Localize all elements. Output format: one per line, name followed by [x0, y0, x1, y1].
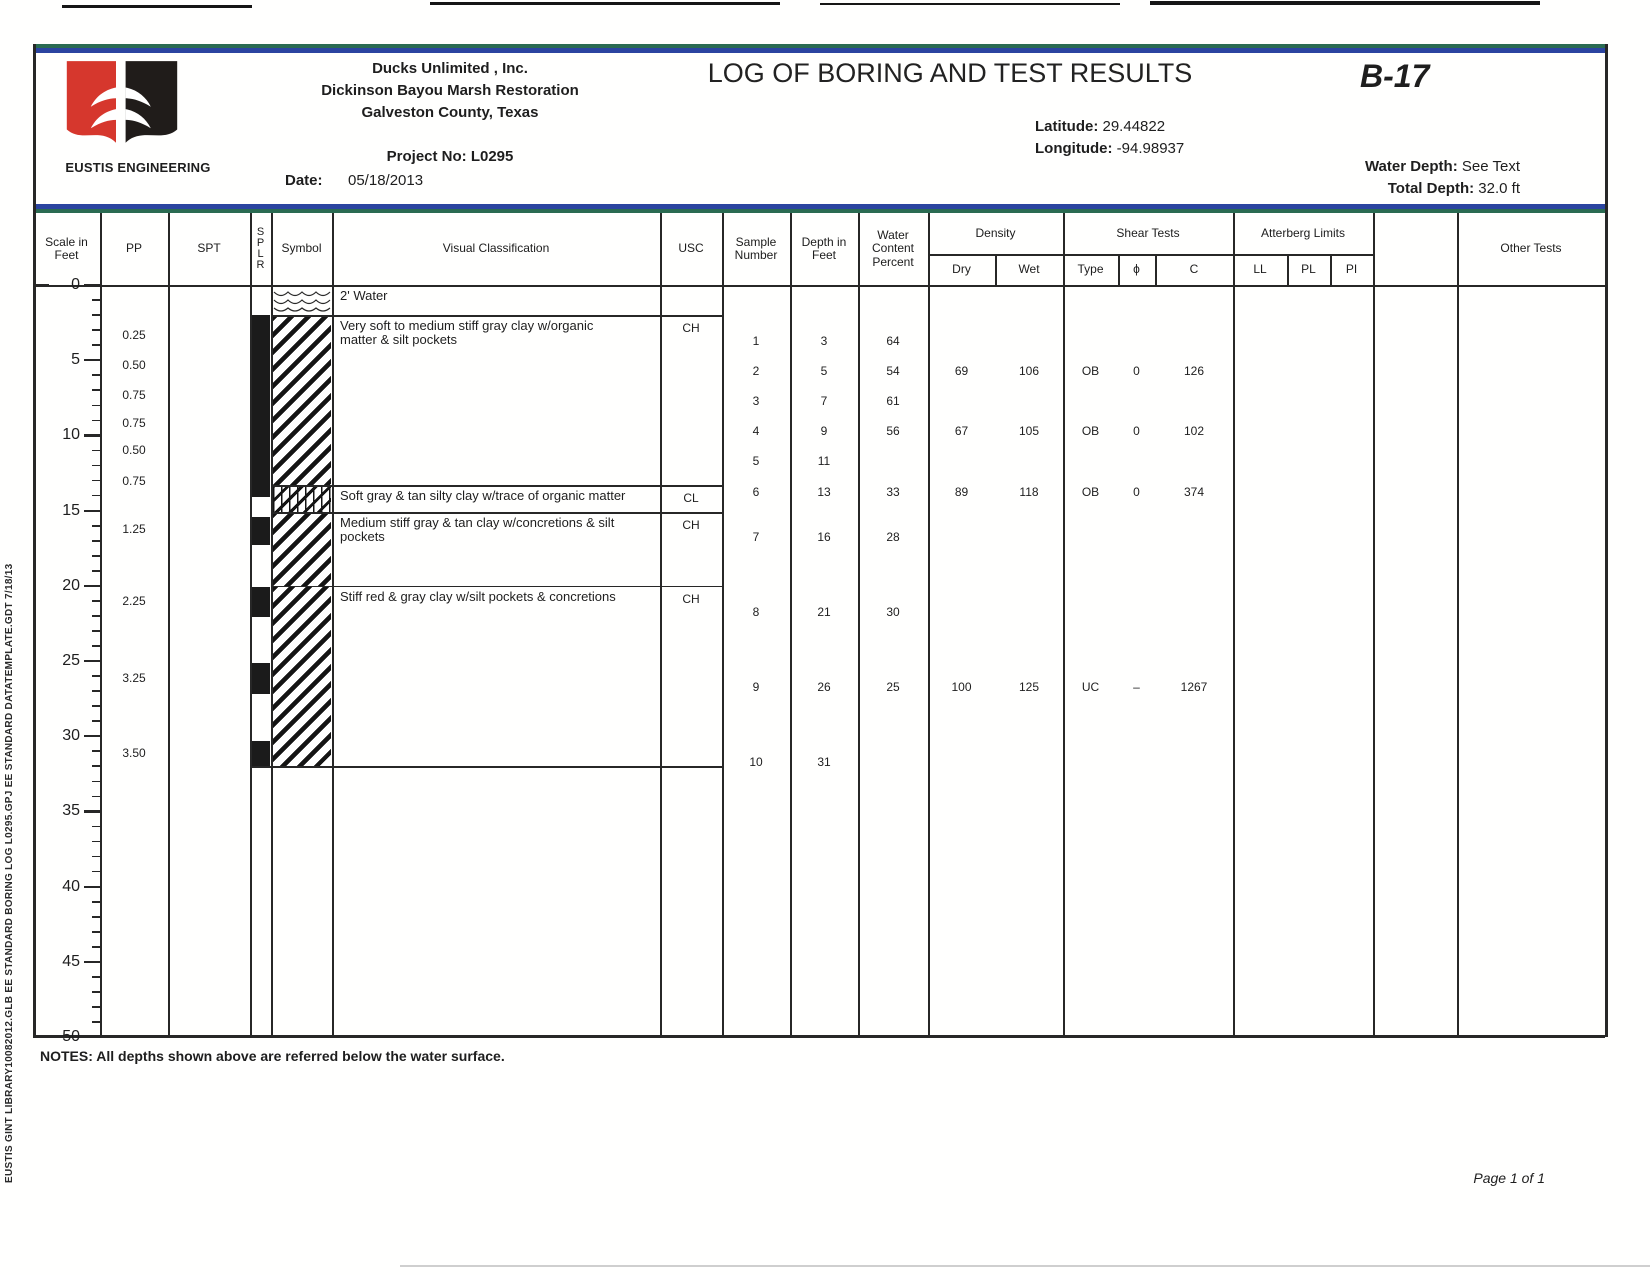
scale-minor-tick	[92, 976, 100, 978]
pp-value: 0.25	[122, 327, 146, 342]
water-depth-label: Water Depth:	[1364, 158, 1458, 175]
sample-c: 102	[1183, 424, 1205, 439]
scale-minor-tick	[92, 630, 100, 632]
sample-wet: 105	[1018, 424, 1040, 439]
recovery-bar	[252, 663, 270, 695]
sample-phi: –	[1133, 680, 1140, 695]
scale-minor-tick	[92, 750, 100, 752]
sample-depth: 26	[817, 680, 831, 695]
client-name: Ducks Unlimited , Inc.	[372, 60, 528, 77]
scale-minor-tick	[92, 480, 100, 482]
sample-water-content: 64	[886, 334, 900, 349]
col-header-ll: LL	[1253, 261, 1267, 276]
sample-number: 4	[752, 424, 760, 439]
col-header-wet: Wet	[1018, 261, 1040, 276]
scale-minor-tick	[92, 690, 100, 692]
scale-minor-tick	[92, 826, 100, 828]
layer-description: Medium stiff gray & tan clay w/concretions & silt pockets	[340, 515, 615, 544]
col-header-visual-classification: Visual Classification	[442, 241, 550, 256]
pp-value: 2.25	[122, 593, 146, 608]
sample-number: 9	[752, 680, 760, 695]
col-header-density: Density	[975, 225, 1016, 240]
grid-vline	[1330, 254, 1332, 285]
col-header-spt: SPT	[197, 241, 221, 256]
pp-value: 3.25	[122, 670, 146, 685]
grid-vline	[1233, 213, 1235, 1037]
col-header-sample-number: Sample Number	[734, 234, 778, 262]
grid-vline	[1605, 44, 1608, 1037]
sample-depth: 16	[817, 529, 831, 544]
logo-left-page	[67, 61, 116, 143]
pp-value: 1.25	[122, 521, 146, 536]
grid-vline	[1063, 213, 1065, 1037]
scale-tick-label: 10	[62, 426, 80, 444]
scan-artifact-bottom	[400, 1265, 1650, 1267]
sample-number: 2	[752, 364, 760, 379]
sample-depth: 11	[817, 454, 831, 469]
sample-water-content: 56	[886, 424, 900, 439]
col-header-depth: Depth in Feet	[801, 234, 847, 262]
scale-minor-tick	[92, 495, 100, 497]
col-header-pl: PL	[1301, 261, 1316, 276]
sample-depth: 13	[817, 484, 831, 499]
sample-depth: 5	[820, 364, 828, 379]
scale-major-tick	[84, 735, 100, 737]
longitude-label: Longitude:	[1035, 140, 1113, 157]
scale-minor-tick	[92, 344, 100, 346]
grid-vline	[1155, 254, 1157, 285]
scale-minor-tick	[92, 570, 100, 572]
water-symbol	[273, 287, 331, 319]
scale-minor-tick	[92, 525, 100, 527]
total-depth-value: 32.0 ft	[1478, 180, 1520, 197]
pp-value: 0.50	[122, 357, 146, 372]
sample-phi: 0	[1133, 424, 1140, 439]
grid-vline	[660, 213, 662, 1037]
sample-number: 7	[752, 529, 760, 544]
scale-edge-dash	[33, 284, 49, 286]
sample-dry: 69	[954, 364, 969, 379]
strata-hatch-cl	[273, 485, 331, 512]
recovery-bar	[252, 517, 270, 546]
col-header-other-tests: Other Tests	[1500, 241, 1562, 256]
sample-shear-type: OB	[1081, 484, 1100, 499]
grid-vline	[332, 213, 334, 1037]
grid-vline	[790, 213, 792, 1037]
col-header-type: Type	[1077, 261, 1104, 276]
boring-id: B-17	[1360, 58, 1430, 94]
grid-vline	[100, 213, 102, 1037]
scan-artifact	[820, 3, 1120, 5]
scale-major-tick	[84, 284, 100, 286]
layer-description: 2' Water	[340, 288, 388, 303]
sample-number: 6	[752, 484, 760, 499]
layer-boundary-line	[271, 315, 722, 317]
scale-tick-label: 35	[62, 802, 80, 820]
scale-minor-tick	[92, 720, 100, 722]
usc-classification: CL	[683, 491, 699, 506]
sample-depth: 3	[820, 334, 828, 349]
scale-minor-tick	[92, 931, 100, 933]
recovery-bar	[252, 741, 270, 767]
col-header-water-content: Water Content Percent	[871, 227, 915, 269]
strata-hatch-ch	[273, 512, 331, 586]
scale-minor-tick	[92, 916, 100, 918]
grid-vline	[858, 213, 860, 1037]
sample-depth: 7	[820, 394, 828, 409]
scale-minor-tick	[92, 841, 100, 843]
grid-vline	[995, 254, 997, 285]
scale-minor-tick	[92, 374, 100, 376]
scale-tick-label: 20	[62, 576, 80, 594]
scale-tick-label: 15	[62, 501, 80, 519]
col-header-scale: Scale in Feet	[45, 234, 88, 262]
sample-phi: 0	[1133, 364, 1140, 379]
sample-water-content: 28	[886, 529, 900, 544]
total-depth-row	[1180, 180, 1520, 197]
logo-right-page	[126, 61, 178, 143]
scale-minor-tick	[92, 600, 100, 602]
scale-minor-tick	[92, 946, 100, 948]
grid-vline	[1457, 213, 1459, 1037]
pp-value: 0.75	[122, 416, 146, 431]
strata-hatch-ch	[273, 315, 331, 485]
scale-major-tick	[84, 510, 100, 512]
scale-tick-label: 30	[62, 727, 80, 745]
latitude-label: Latitude:	[1035, 118, 1099, 135]
col-header-pp: PP	[125, 241, 142, 256]
scale-minor-tick	[92, 420, 100, 422]
col-header-atterberg: Atterberg Limits	[1260, 225, 1346, 240]
layer-boundary-line	[271, 586, 722, 588]
company-name: EUSTIS ENGINEERING	[65, 160, 211, 175]
layer-description: Soft gray & tan silty clay w/trace of organic matter	[340, 488, 626, 504]
layer-boundary-line	[271, 512, 722, 514]
scale-major-tick	[84, 359, 100, 361]
scan-artifact	[430, 2, 780, 5]
col-header-splr: SPLR	[256, 226, 265, 271]
scale-minor-tick	[92, 540, 100, 542]
sample-c: 374	[1183, 484, 1205, 499]
grid-vline	[928, 213, 930, 1037]
layer-description: Stiff red & gray clay w/silt pockets & concretions	[340, 588, 616, 604]
grid-vline	[1373, 213, 1375, 1037]
col-header-symbol: Symbol	[281, 241, 322, 256]
sidebar-file-info: EUSTIS GINT LIBRARY10082012.GLB EE STANDARD BORING LOG L0295.GPJ EE STANDARD DATATEMPLATE.GDT 7/18/13	[4, 563, 15, 1183]
sample-depth: 31	[817, 755, 831, 770]
scale-minor-tick	[92, 465, 100, 467]
date-label: Date:	[285, 172, 323, 189]
sample-wet: 125	[1018, 680, 1040, 695]
total-depth-label: Total Depth:	[1387, 180, 1475, 197]
scale-minor-tick	[92, 405, 100, 407]
sample-water-content: 54	[886, 364, 900, 379]
latitude-row	[1035, 118, 1165, 135]
scale-minor-tick	[92, 389, 100, 391]
page-title: LOG OF BORING AND TEST RESULTS	[707, 58, 1193, 88]
sample-number: 1	[752, 334, 760, 349]
usc-classification: CH	[682, 591, 700, 606]
pp-value: 0.75	[122, 473, 146, 488]
sample-shear-type: OB	[1081, 424, 1100, 439]
sample-dry: 67	[954, 424, 969, 439]
grid-vline	[1118, 254, 1120, 285]
longitude-row	[1035, 140, 1184, 157]
scale-edge-dash	[33, 1036, 49, 1038]
scale-major-tick	[84, 585, 100, 587]
scale-minor-tick	[92, 856, 100, 858]
sample-shear-type: UC	[1081, 680, 1100, 695]
layer-boundary-line	[271, 485, 722, 487]
sample-shear-type: OB	[1081, 364, 1100, 379]
scale-minor-tick	[92, 555, 100, 557]
scale-minor-tick	[92, 329, 100, 331]
sample-number: 8	[752, 604, 760, 619]
scale-minor-tick	[92, 796, 100, 798]
scale-minor-tick	[92, 901, 100, 903]
grid-vline	[1287, 254, 1289, 285]
sample-c: 1267	[1180, 680, 1208, 695]
scale-minor-tick	[92, 1006, 100, 1008]
recovery-bar	[252, 315, 270, 497]
scale-minor-tick	[92, 645, 100, 647]
col-header-usc: USC	[678, 241, 704, 256]
scale-tick-label: 40	[62, 877, 80, 895]
scale-major-tick	[84, 810, 100, 812]
sample-number: 3	[752, 394, 760, 409]
scale-minor-tick	[92, 675, 100, 677]
sample-dry: 100	[951, 680, 972, 695]
scale-minor-tick	[92, 615, 100, 617]
scale-minor-tick	[92, 705, 100, 707]
project-title: Dickinson Bayou Marsh Restoration	[321, 82, 579, 99]
sample-number: 10	[749, 755, 763, 770]
sample-wet: 118	[1019, 484, 1039, 499]
scale-minor-tick	[92, 991, 100, 993]
strata-hatch-ch	[273, 586, 331, 766]
col-header-dry: Dry	[952, 261, 971, 276]
scale-tick-label: 5	[71, 351, 80, 369]
scale-minor-tick	[92, 314, 100, 316]
latitude-value: 29.44822	[1102, 118, 1166, 135]
grid-hline	[33, 1035, 1605, 1038]
scan-artifact	[62, 5, 252, 8]
scan-artifact	[1150, 1, 1540, 5]
end-of-boring-line	[250, 766, 722, 768]
sample-number: 5	[752, 454, 760, 469]
notes-text: NOTES: All depths shown above are referred below the water surface.	[40, 1048, 505, 1064]
usc-classification: CH	[682, 321, 700, 336]
project-location: Galveston County, Texas	[361, 104, 539, 121]
sample-water-content: 25	[886, 680, 900, 695]
scale-major-tick	[84, 434, 100, 436]
sample-c: 126	[1183, 364, 1205, 379]
col-header-shear-tests: Shear Tests	[1116, 225, 1180, 240]
recovery-bar	[252, 587, 270, 617]
longitude-value: -94.98937	[1116, 140, 1185, 157]
sample-wet: 106	[1018, 364, 1040, 379]
date-value: 05/18/2013	[348, 172, 424, 189]
col-header-c: C	[1189, 261, 1199, 276]
sample-water-content: 61	[886, 394, 900, 409]
sample-phi: 0	[1133, 484, 1140, 499]
logo	[62, 58, 182, 153]
scale-minor-tick	[92, 299, 100, 301]
scale-minor-tick	[92, 765, 100, 767]
project-number: Project No: L0295	[386, 148, 514, 165]
scale-tick-label: 45	[62, 952, 80, 970]
grid-hline	[33, 285, 1605, 287]
scale-major-tick	[84, 1036, 100, 1038]
scale-minor-tick	[92, 781, 100, 783]
sample-water-content: 33	[886, 484, 900, 499]
water-depth-row	[1180, 158, 1520, 175]
scale-minor-tick	[92, 450, 100, 452]
scale-tick-label: 50	[62, 1028, 80, 1045]
scale-minor-tick	[92, 1021, 100, 1023]
scale-tick-label: 25	[62, 652, 80, 669]
col-header-pi: PI	[1345, 261, 1358, 276]
scale-major-tick	[84, 660, 100, 662]
page-number: Page 1 of 1	[1473, 1170, 1545, 1186]
scale-major-tick	[84, 961, 100, 963]
grid-hline	[928, 254, 1373, 256]
usc-classification: CH	[682, 518, 700, 533]
sample-water-content: 30	[886, 604, 900, 619]
pp-value: 0.75	[122, 387, 146, 402]
grid-vline	[722, 213, 724, 1037]
scale-tick-label: 0	[71, 276, 80, 293]
sample-dry: 89	[954, 484, 969, 499]
pp-value: 3.50	[122, 745, 146, 760]
sample-depth: 21	[817, 604, 831, 619]
pp-value: 0.50	[122, 443, 146, 458]
water-depth-value: See Text	[1461, 158, 1520, 175]
col-header-phi: ϕ	[1133, 261, 1140, 276]
scale-minor-tick	[92, 871, 100, 873]
grid-vline	[168, 213, 170, 1037]
scale-major-tick	[84, 886, 100, 888]
sample-depth: 9	[820, 424, 828, 439]
layer-description: Very soft to medium stiff gray clay w/organic matter & silt pockets	[340, 318, 594, 347]
top-band-blue	[33, 48, 1605, 53]
